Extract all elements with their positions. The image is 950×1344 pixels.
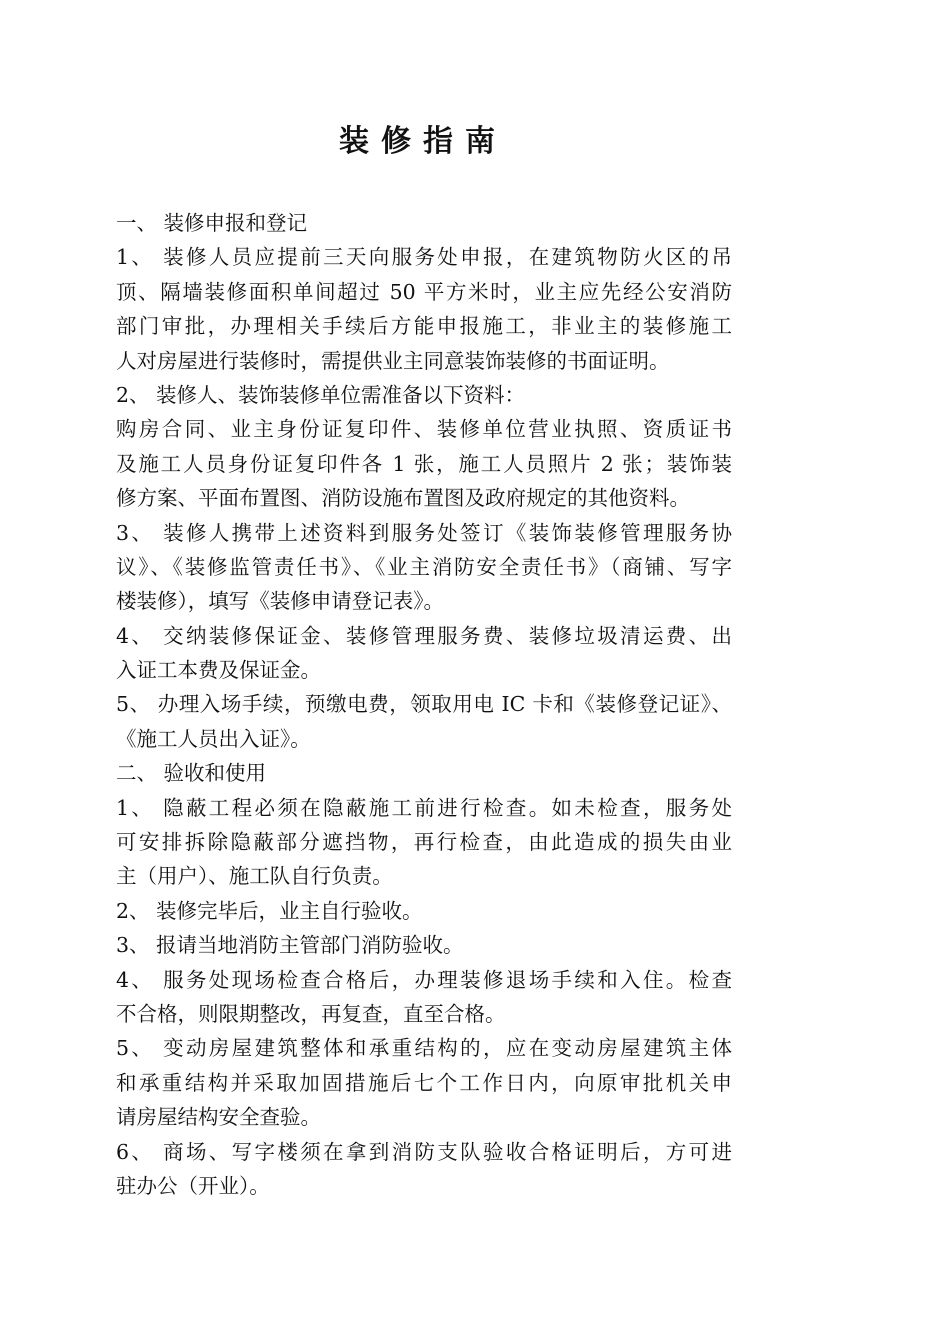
paragraph-line: 主（用户）、施工队自行负责。 <box>116 864 393 889</box>
paragraph-line: 4、 交纳装修保证金、装修管理服务费、装修垃圾清运费、出 <box>116 623 732 648</box>
paragraph-line: 2、 装修人、装饰装修单位需准备以下资料： <box>116 382 526 407</box>
paragraph-line: 人对房屋进行装修时，需提供业主同意装饰装修的书面证明。 <box>116 348 670 373</box>
paragraph-line: 《施工人员出入证》。 <box>116 726 311 751</box>
paragraph-line: 3、 报请当地消防主管部门消防验收。 <box>116 933 464 958</box>
paragraph-line: 4、 服务处现场检查合格后，办理装修退场手续和入住。检查 <box>116 967 732 992</box>
paragraph-line: 5、 办理入场手续，预缴电费，领取用电 IC 卡和《装修登记证》、 <box>116 692 732 717</box>
paragraph-line: 3、 装修人携带上述资料到服务处签订《装饰装修管理服务协 <box>116 520 732 545</box>
paragraph-line: 修方案、平面布置图、消防设施布置图及政府规定的其他资料。 <box>116 486 690 511</box>
paragraph-line: 驻办公（开业）。 <box>116 1173 270 1198</box>
paragraph-line: 可安排拆除隐蔽部分遮挡物，再行检查，由此造成的损失由业 <box>116 830 732 855</box>
paragraph-line: 部门审批，办理相关手续后方能申报施工，非业主的装修施工 <box>116 314 732 339</box>
paragraph-line: 和承重结构并采取加固措施后七个工作日内，向原审批机关申 <box>116 1070 732 1095</box>
paragraph-line: 顶、隔墙装修面积单间超过 50 平方米时，业主应先经公安消防 <box>116 279 732 304</box>
paragraph-line: 6、 商场、写字楼须在拿到消防支队验收合格证明后，方可进 <box>116 1139 732 1164</box>
paragraph-line: 1、 隐蔽工程必须在隐蔽施工前进行检查。如未检查，服务处 <box>116 795 732 820</box>
document-body <box>116 206 732 1203</box>
paragraph-line: 议》、《装修监管责任书》、《业主消防安全责任书》（商铺、写字 <box>116 554 732 579</box>
paragraph-line: 5、 变动房屋建筑整体和承重结构的，应在变动房屋建筑主体 <box>116 1036 732 1061</box>
paragraph-line: 一、 装修申报和登记 <box>116 211 308 235</box>
paragraph-line: 楼装修），填写《装修申请登记表》。 <box>116 589 444 614</box>
document-title: 装修指南 <box>339 124 507 159</box>
paragraph-line: 1、 装修人员应提前三天向服务处申报，在建筑物防火区的吊 <box>116 245 732 270</box>
paragraph-line: 及施工人员身份证复印件各 1 张，施工人员照片 2 张；装饰装 <box>116 451 732 476</box>
paragraph-line: 二、 验收和使用 <box>116 761 267 786</box>
paragraph-line: 购房合同、业主身份证复印件、装修单位营业执照、资质证书 <box>116 417 732 442</box>
paragraph-line: 入证工本费及保证金。 <box>116 658 321 683</box>
paragraph-line: 请房屋结构安全查验。 <box>116 1105 321 1130</box>
paragraph-line: 2、 装修完毕后，业主自行验收。 <box>116 898 423 923</box>
paragraph-line: 不合格，则限期整改，再复查，直至合格。 <box>116 1001 506 1026</box>
